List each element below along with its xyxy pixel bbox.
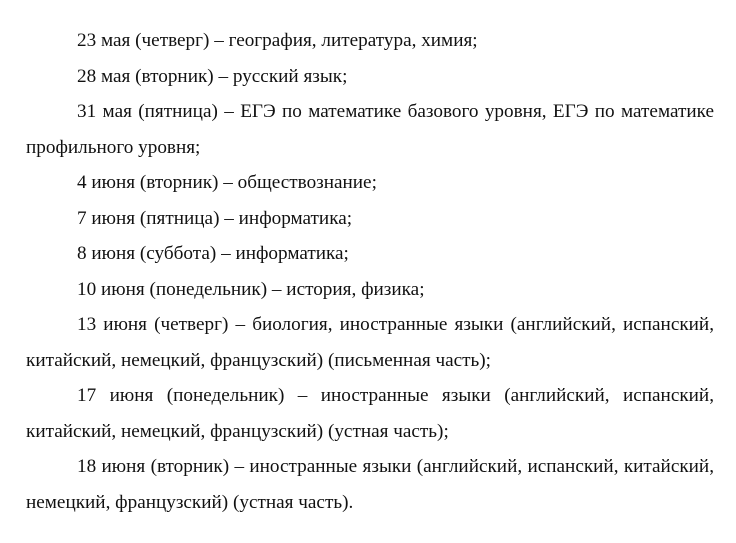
schedule-paragraph-may-28: 28 мая (вторник) – русский язык;	[77, 65, 348, 87]
exam-schedule-text	[26, 23, 714, 520]
schedule-paragraph-june-18: 18 июня (вторник) – иностранные языки (английский, испанский, китайский, немецкий, французский) (устная часть).	[26, 456, 714, 513]
schedule-paragraph-june-4: 4 июня (вторник) – обществознание;	[77, 172, 377, 193]
schedule-paragraph-june-10: 10 июня (понедельник) – история, физика;	[77, 278, 425, 300]
schedule-paragraph-may-31: 31 мая (пятница) – ЕГЭ по математике базового уровня, ЕГЭ по математике профильного уровня;	[26, 101, 714, 158]
schedule-paragraph-june-17: 17 июня (понедельник) – иностранные языки (английский, испанский, китайский, немецкий, французский) (устная часть);	[26, 385, 714, 442]
schedule-paragraph-june-8: 8 июня (суббота) – информатика;	[77, 243, 349, 264]
schedule-paragraph-june-13: 13 июня (четверг) – биология, иностранные языки (английский, испанский, китайский, немецкий, французский) (письменная часть);	[26, 314, 714, 371]
schedule-paragraph-june-7: 7 июня (пятница) – информатика;	[77, 207, 353, 229]
schedule-paragraph-may-23: 23 мая (четверг) – география, литература, химия;	[77, 30, 478, 51]
